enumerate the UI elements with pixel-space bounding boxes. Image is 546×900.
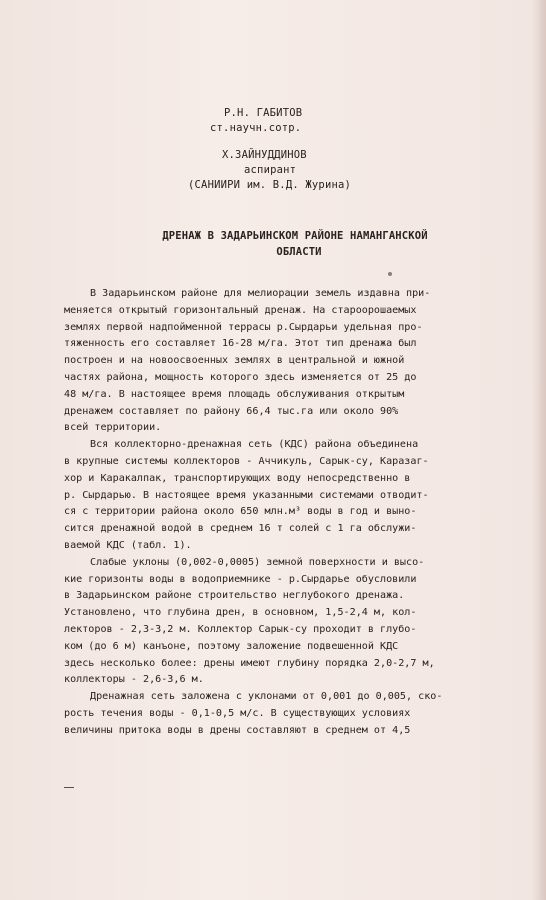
text-line: Установлено, что глубина дрен, в основном, 1,5-2,4 м, кол-	[64, 607, 417, 619]
text-line: тяженность его составляет 16-28 м/га. Этот тип дренажа был	[64, 338, 417, 350]
title-line-1: ДРЕНАЖ В ЗАДАРЬИНСКОМ РАЙОНЕ НАМАНГАНСКОЙ	[162, 230, 428, 242]
text-line: р. Сырдарью. В настоящее время указанными системами отводит-	[64, 489, 429, 501]
text-line: кие горизонты воды в водоприемнике - р.Сырдарье обусловили	[64, 573, 417, 585]
text-line: ся с территории района около 650 млн.м³ воды в год и выно-	[64, 506, 417, 518]
text-line: ком (до 6 м) канъоне, поэтому заложение подвешенной КДС	[64, 640, 399, 652]
text-line: В Задарьинском районе для мелиорации земель издавна при-	[90, 288, 431, 299]
article-title	[130, 228, 460, 260]
text-line: Вся коллекторно-дренажная сеть (КДС) района объединена	[90, 439, 419, 451]
text-line: в Задарьинском районе строительство неглубокого дренажа.	[64, 590, 405, 602]
text-line: частях района, мощность которого здесь изменяется от 25 до	[64, 371, 417, 383]
margin-mark	[64, 787, 74, 788]
stray-mark	[388, 272, 392, 276]
body-text	[64, 286, 510, 740]
text-line: дренажем составляет по району 66,4 тыс.га или около 90%	[64, 405, 399, 417]
text-line: величины притока воды в дрены составляют в среднем от 4,5	[64, 724, 411, 736]
text-line: здесь несколько более: дрены имеют глубину порядка 2,0-2,7 м,	[64, 657, 435, 669]
text-line: сится дренажной водой в среднем 16 т солей с 1 га обслужи-	[64, 523, 417, 535]
text-line: Дренажная сеть заложена с уклонами от 0,001 до 0,005, ско-	[90, 691, 443, 703]
text-line: построен и на новоосвоенных землях в центральной и южной	[64, 355, 405, 367]
text-line: 48 м/га. В настоящее время площадь обслуживания открытым	[64, 388, 405, 400]
text-line: ваемой КДС (табл. 1).	[64, 539, 192, 551]
organization: (САНИИРИ им. В.Д. Журина)	[188, 179, 352, 191]
author-2-name: Х.ЗАЙНУДДИНОВ	[222, 149, 307, 161]
text-line: лекторов - 2,3-3,2 м. Коллектор Сарык-су проходит в глубо-	[64, 623, 417, 635]
author-2-role: аспирант	[244, 164, 297, 176]
author-block	[150, 106, 450, 193]
text-line: меняется открытый горизонтальный дренаж. На староорошаемых	[64, 304, 417, 316]
text-line: рость течения воды - 0,1-0,5 м/с. В существующих условиях	[64, 707, 411, 719]
author-1-name: Р.Н. ГАБИТОВ	[224, 107, 303, 119]
author-1-role: ст.научн.сотр.	[210, 122, 302, 134]
text-line: коллекторы - 2,6-3,6 м.	[64, 674, 204, 686]
text-line: всей территории.	[64, 422, 162, 434]
text-line: хор и Каракалпак, транспортирующих воду непосредственно в	[64, 472, 411, 484]
text-line: землях первой надпойменной террасы р.Сырдарьи удельная про-	[64, 321, 423, 333]
text-line: в крупные системы коллекторов - Аччикуль, Сарык-су, Каразаг-	[64, 455, 429, 467]
text-line: Слабые уклоны (0,002-0,0005) земной поверхности и высо-	[90, 556, 425, 568]
title-line-2: ОБЛАСТИ	[276, 246, 322, 258]
